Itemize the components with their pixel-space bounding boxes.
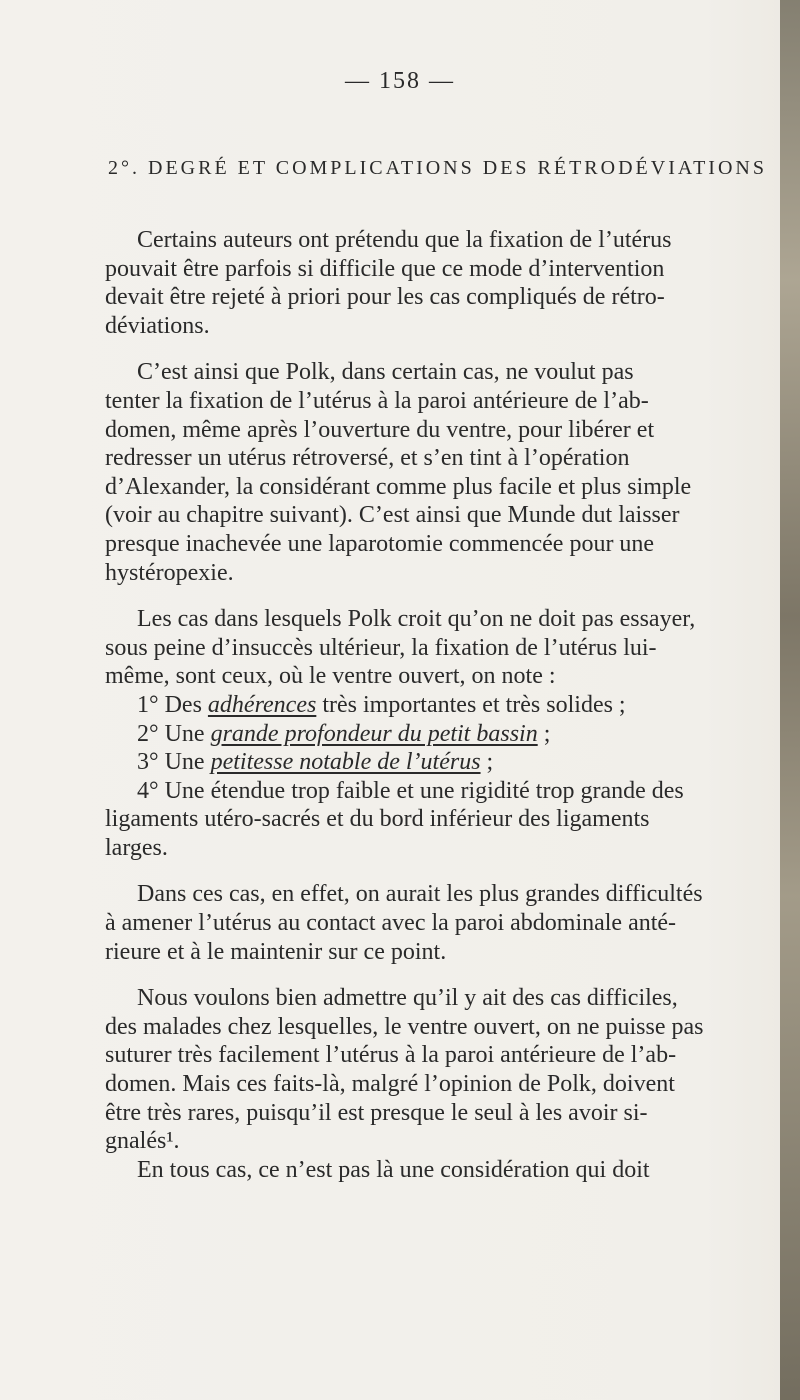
paragraph-6: [105, 984, 745, 1156]
paragraph-4-line-2: ligaments utéro-sacrés et du bord inférieur des ligaments: [105, 806, 650, 833]
list-item-2: [105, 720, 745, 749]
paragraph-6-line-5: être très rares, puisqu’il est presque le seul à les avoir si-: [105, 1099, 648, 1126]
paragraph-4: [105, 777, 745, 863]
list-item-1-suffix: très importantes et très solides ;: [316, 691, 626, 718]
list-item-1-prefix: 1° Des: [137, 691, 208, 718]
paragraph-4-line-3: larges.: [105, 834, 168, 861]
page-number: — 158 —: [345, 68, 455, 94]
paragraph-7-line-1: En tous cas, ce n’est pas là une considération qui doit: [137, 1156, 650, 1183]
paragraph-2: [105, 358, 745, 587]
paragraph-6-line-6: gnalés¹.: [105, 1128, 180, 1155]
list-item-1: [105, 691, 745, 720]
paragraph-7: [105, 1156, 745, 1185]
list-item-2-suffix: ;: [537, 720, 551, 747]
paragraph-5-line-2: à amener l’utérus au contact avec la paroi abdominale anté-: [105, 910, 677, 937]
paragraph-5-line-3: rieure et à le maintenir sur ce point.: [105, 938, 447, 965]
paragraph-3-line-1: Les cas dans lesquels Polk croit qu’on ne doit pas essayer,: [137, 606, 696, 633]
paragraph-3-line-3: même, sont ceux, où le ventre ouvert, on note :: [105, 663, 556, 690]
paragraph-3-line-2: sous peine d’insuccès ultérieur, la fixation de l’utérus lui-: [105, 634, 657, 661]
paragraph-2-line-2: tenter la fixation de l’utérus à la paroi antérieure de l’ab-: [105, 387, 649, 414]
paragraph-1-line-3: devait être rejeté à priori pour les cas compliqués de rétro-: [105, 284, 665, 311]
paragraph-1-line-2: pouvait être parfois si difficile que ce mode d’intervention: [105, 255, 665, 282]
paragraph-gap: [105, 340, 745, 358]
paragraph-2-line-6: (voir au chapitre suivant). C’est ainsi que Munde dut laisser: [105, 502, 680, 529]
list-item-3-prefix: 3° Une: [137, 749, 211, 776]
page-edge-shadow: [780, 0, 800, 1400]
paragraph-2-line-4: redresser un utérus rétroversé, et s’en tint à l’opération: [105, 445, 630, 472]
paragraph-2-line-1: C’est ainsi que Polk, dans certain cas, ne voulut pas: [137, 359, 634, 386]
paragraph-5-line-1: Dans ces cas, en effet, on aurait les plus grandes difficultés: [137, 881, 703, 908]
numbered-list: [105, 691, 745, 777]
paragraph-4-line-1: 4° Une étendue trop faible et une rigidité trop grande des: [137, 777, 684, 804]
paragraph-6-line-3: suturer très facilement l’utérus à la paroi antérieure de l’ab-: [105, 1042, 677, 1069]
page-text-block: [105, 226, 745, 1184]
paragraph-6-line-4: domen. Mais ces faits-là, malgré l’opinion de Polk, doivent: [105, 1071, 675, 1098]
paragraph-2-line-3: domen, même après l’ouverture du ventre, pour libérer et: [105, 416, 655, 443]
list-item-3: [105, 748, 745, 777]
list-item-2-prefix: 2° Une: [137, 720, 211, 747]
paragraph-gap: [105, 587, 745, 605]
list-item-3-suffix: ;: [480, 749, 494, 776]
paragraph-gap: [105, 862, 745, 880]
paragraph-6-line-1: Nous voulons bien admettre qu’il y ait des cas difficiles,: [137, 985, 678, 1012]
paragraph-1-line-1: Certains auteurs ont prétendu que la fixation de l’utérus: [137, 227, 672, 253]
paragraph-1: [105, 226, 745, 340]
list-item-2-emphasis: grande profondeur du petit bassin: [210, 720, 538, 747]
list-item-3-emphasis: petitesse notable de l’utérus: [210, 749, 481, 776]
paragraph-1-line-4: déviations.: [105, 312, 210, 339]
section-heading: 2°. DEGRÉ ET COMPLICATIONS DES RÉTRODÉVIATIONS: [108, 157, 767, 179]
paragraph-2-line-5: d’Alexander, la considérant comme plus facile et plus simple: [105, 473, 692, 500]
paragraph-5: [105, 880, 745, 966]
paragraph-6-line-2: des malades chez lesquelles, le ventre ouvert, on ne puisse pas: [105, 1013, 704, 1040]
paragraph-3: [105, 605, 745, 691]
paragraph-2-line-7: presque inachevée une laparotomie commencée pour une: [105, 530, 655, 557]
list-item-1-emphasis: adhérences: [207, 691, 317, 718]
paragraph-gap: [105, 966, 745, 984]
paragraph-2-line-8: hystéropexie.: [105, 559, 234, 586]
